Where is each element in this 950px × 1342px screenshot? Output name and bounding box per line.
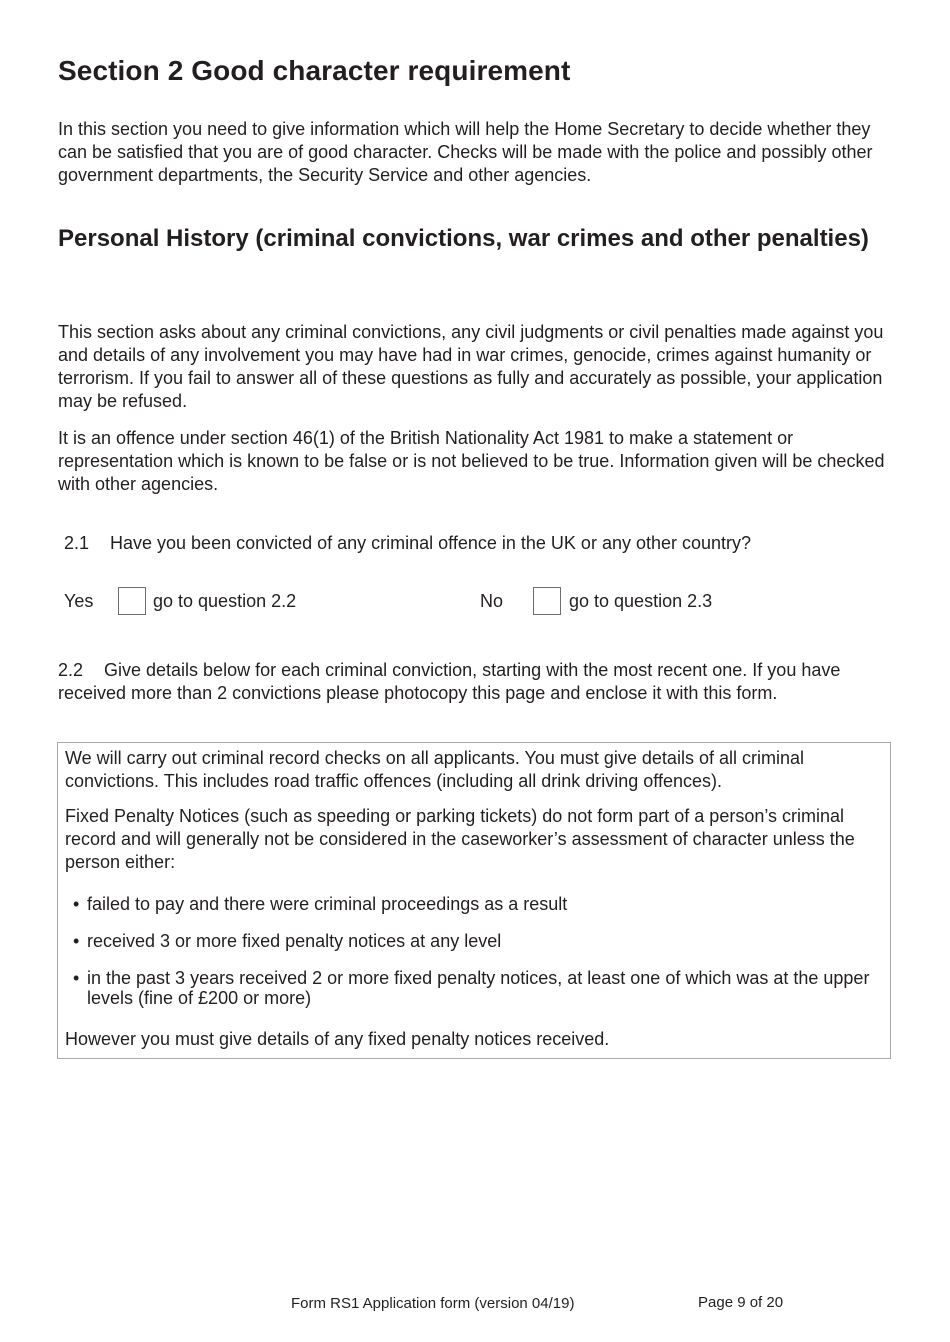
question-2-2-text: Give details below for each criminal conviction, starting with the most recent one. If you have received more than 2 convictions please photocopy this page and enclose it with this form. (58, 660, 841, 703)
section-intro: In this section you need to give information which will help the Home Secretary to decide whether they can be satisfied that you are of good character. Checks will be made with the police and possibly other government departments, the Security Service and other agencies. (58, 119, 873, 185)
bullet-dot-icon: • (73, 931, 80, 951)
info-box-closing: However you must give details of any fixed penalty notices received. (65, 1029, 610, 1049)
bullet-dot-icon: • (73, 894, 80, 914)
no-checkbox[interactable] (533, 587, 561, 615)
question-2-1-number: 2.1 (64, 533, 90, 553)
personal-history-paragraph-2: It is an offence under section 46(1) of the British Nationality Act 1981 to make a statement or representation which is known to be false or is not believed to be true. Information given will be checked with other agencies. (58, 428, 885, 494)
question-2-1-text: Have you been convicted of any criminal offence in the UK or any other country? (110, 533, 752, 553)
personal-history-paragraph-1: This section asks about any criminal convictions, any civil judgments or civil penalties made against you and details of any involvement you may have had in war crimes, genocide, crimes against humanity or terrorism. If you fail to answer all of these questions as fully and accurately as possible, your application may be refused. (58, 322, 884, 411)
footer-page-number: Page 9 of 20 (698, 1294, 784, 1311)
section-title: Section 2 Good character requirement (58, 55, 571, 86)
info-box-paragraph-1: We will carry out criminal record checks on all applicants. You must give details of all criminal convictions. This includes road traffic offences (including all drink driving offences). (65, 748, 804, 791)
bullet-dot-icon: • (73, 968, 80, 988)
yes-checkbox[interactable] (118, 587, 146, 615)
no-label: No (480, 591, 504, 611)
personal-history-heading: Personal History (criminal convictions, war crimes and other penalties) (58, 225, 869, 252)
no-goto-text: go to question 2.3 (569, 591, 713, 611)
info-box-paragraph-2: Fixed Penalty Notices (such as speeding or parking tickets) do not form part of a person’s criminal record and will generally not be considered in the caseworker’s assessment of character unless the person either: (65, 806, 855, 872)
footer-form-name: Form RS1 Application form (version 04/19) (291, 1295, 575, 1312)
criminal-record-info-box: We will carry out criminal record checks on all applicants. You must give details of all criminal convictions. This includes road traffic offences (including all drink driving offences). Fixed Penalty Notices (such as speeding or parking tickets) do not form part of a person’s criminal record and will generally not be considered in the caseworker’s assessment of character unless the person either: • failed to pay and there were criminal proceedings as a result • received 3 or more fixed penalty notices at any level • in the past 3 years received 2 or more fixed penalty notices, at least one of which was at the upper levels (fine of £200 or more) However you must give details of any fixed penalty notices received. (57, 742, 891, 1059)
yes-goto-text: go to question 2.2 (153, 591, 297, 611)
yes-label: Yes (64, 591, 94, 611)
question-2-2-number: 2.2 (58, 660, 84, 680)
